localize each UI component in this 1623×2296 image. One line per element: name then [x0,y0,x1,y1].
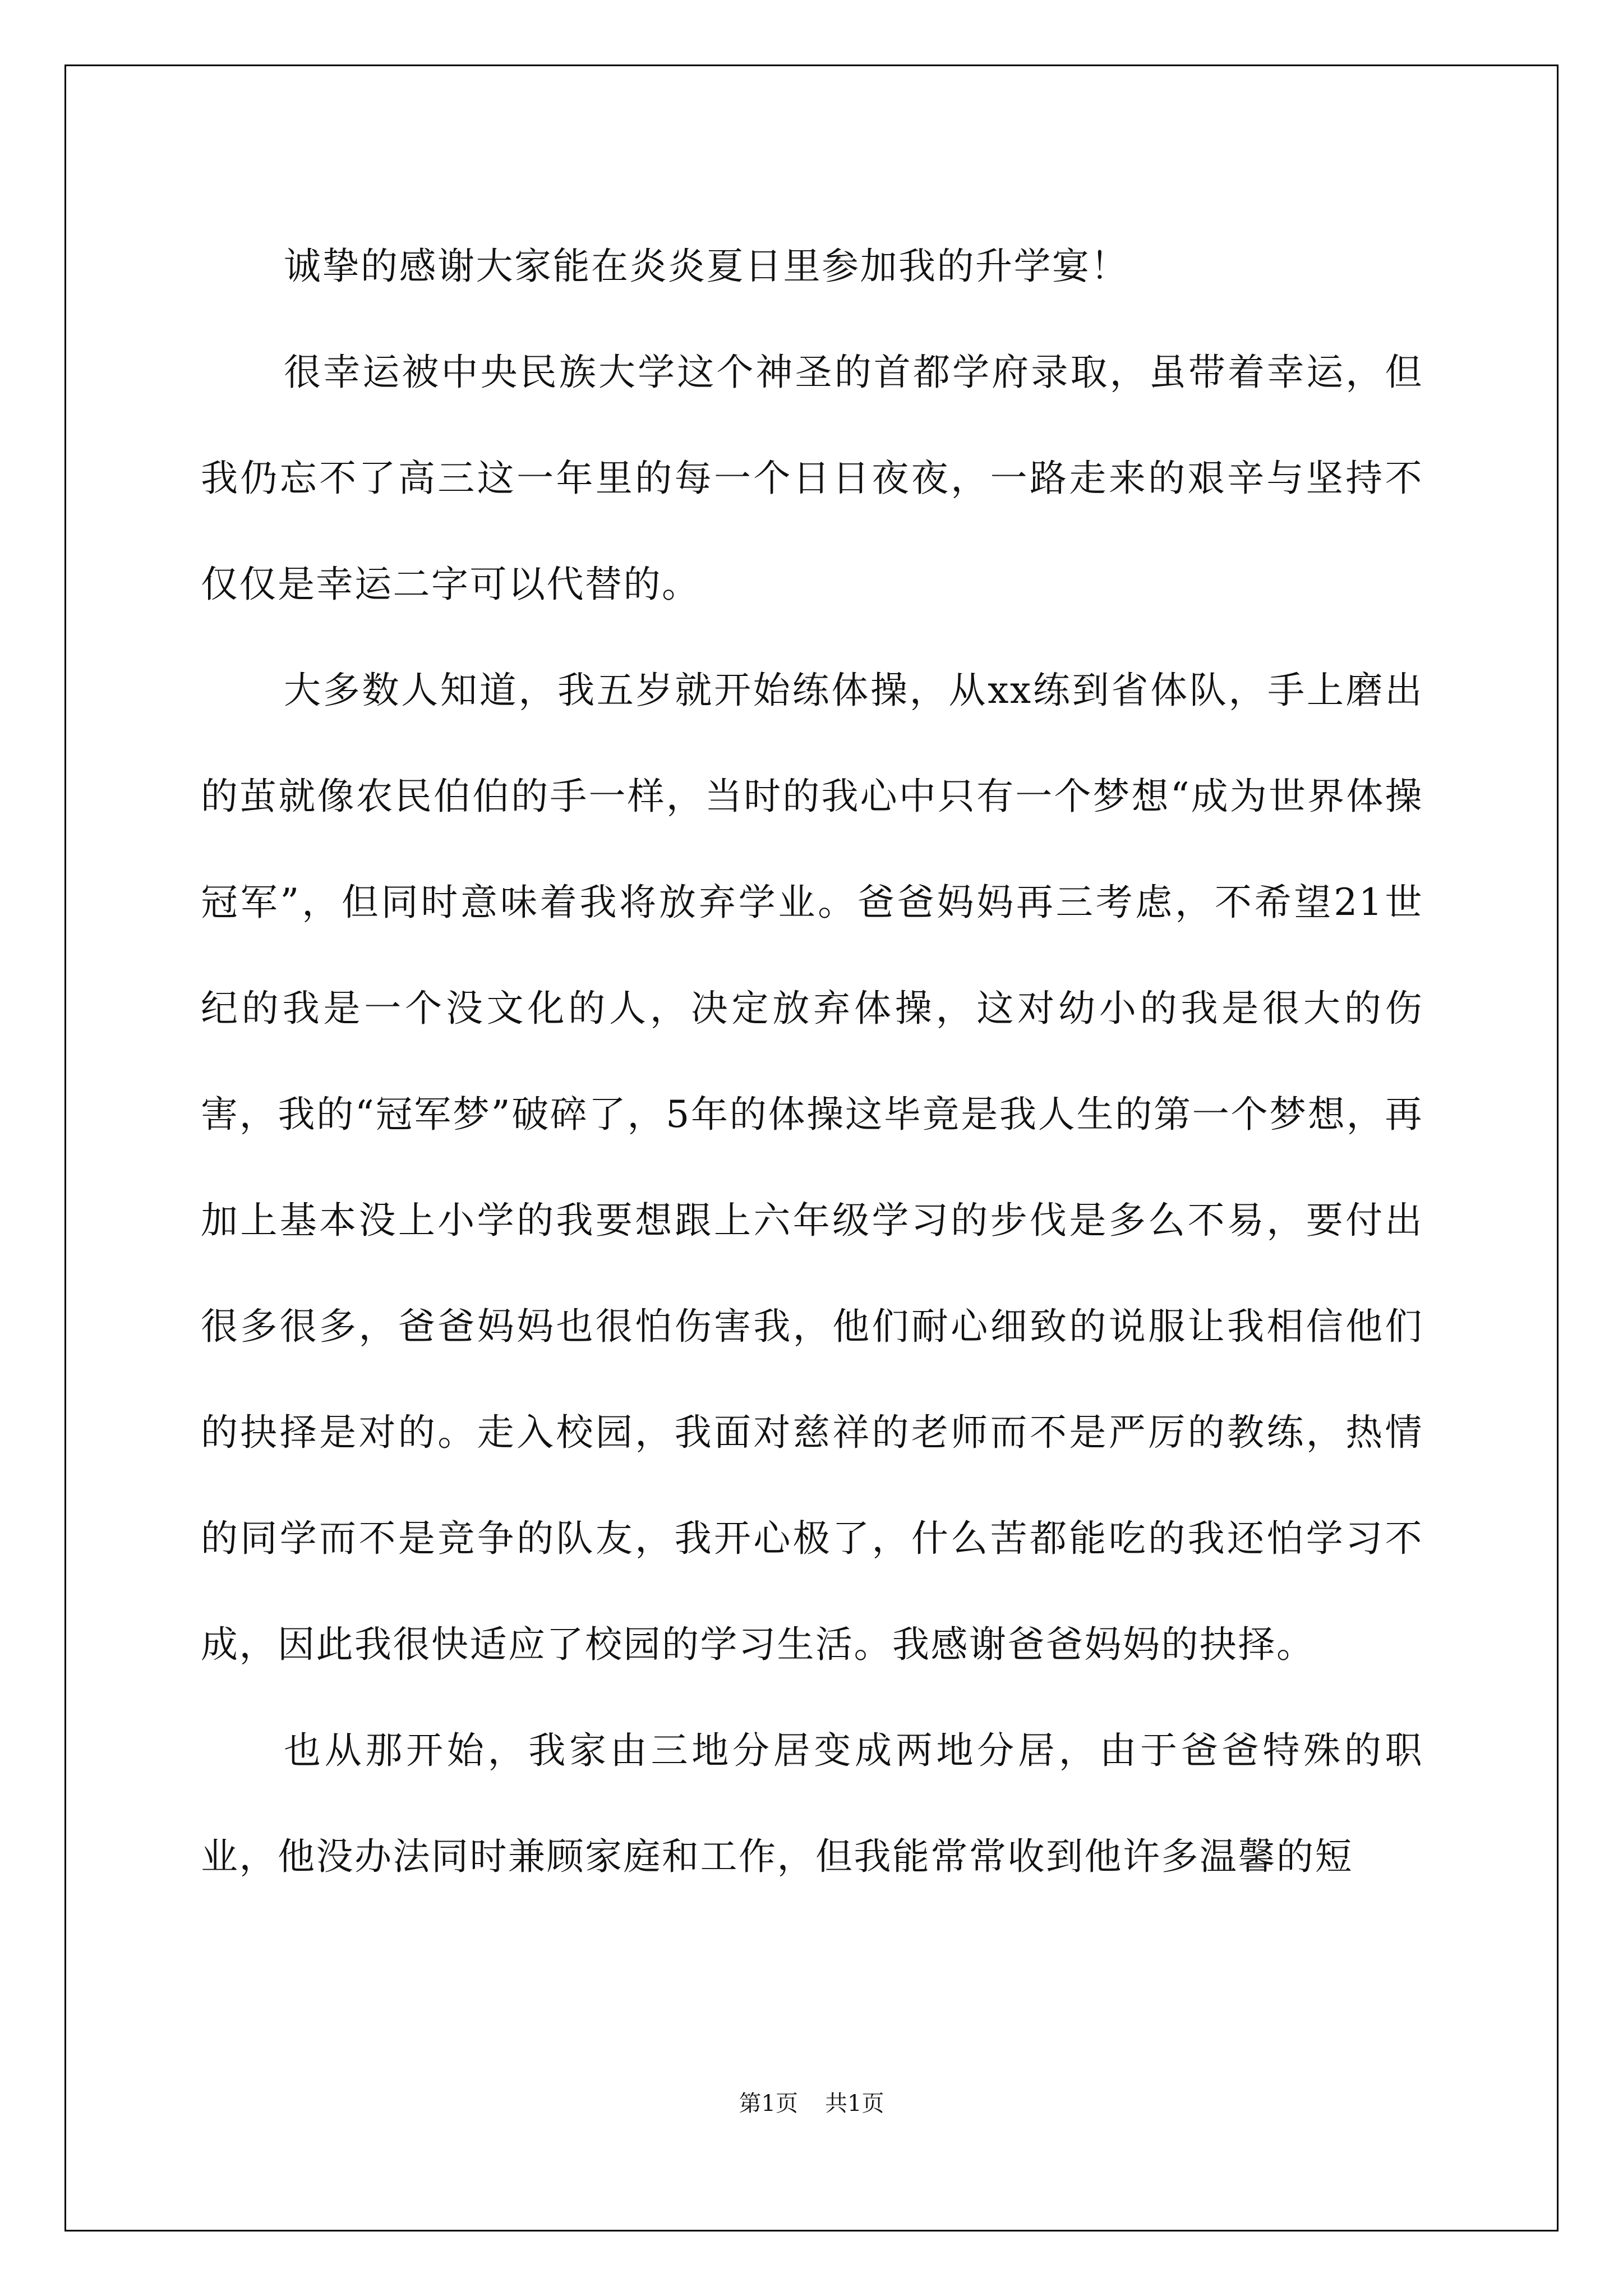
page-footer [0,2086,1623,2118]
document-body [201,213,1423,1910]
paragraph-2: 很幸运被中央民族大学这个神圣的首都学府录取，虽带着幸运，但我仍忘不了高三这一年里的每一个日日夜夜，一路走来的艰辛与坚持不仅仅是幸运二字可以代替的。 [201,351,1423,606]
paragraph-3: 大多数人知道，我五岁就开始练体操，从xx练到省体队，手上磨出的茧就像农民伯伯的手一样，当时的我心中只有一个梦想“成为世界体操冠军”，但同时意味着我将放弃学业。爸爸妈妈再三考虑，不希望21世纪的我是一个没文化的人，决定放弃体操，这对幼小的我是很大的伤害，我的“冠军梦”破碎了，5年的体操这毕竟是我人生的第一个梦想，再加上基本没上小学的我要想跟上六年级学习的步伐是多么不易，要付出很多很多，爸爸妈妈也很怕伤害我，他们耐心细致的说服让我相信他们的抉择是对的。走入校园，我面对慈祥的老师而不是严厉的教练，热情的同学而不是竞争的队友，我开心极了，什么苦都能吃的我还怕学习不成，因此我很快适应了校园的学习生活。我感谢爸爸妈妈的抉择。 [201,669,1423,1666]
page-total: 共1页 [825,2091,884,2116]
page-number: 第1页 [739,2091,798,2116]
paragraph-1: 诚挚的感谢大家能在炎炎夏日里参加我的升学宴！ [284,245,1129,288]
paragraph-4: 也从那开始，我家由三地分居变成两地分居，由于爸爸特殊的职业，他没办法同时兼顾家庭和工作，但我能常常收到他许多温馨的短 [201,1729,1423,1878]
